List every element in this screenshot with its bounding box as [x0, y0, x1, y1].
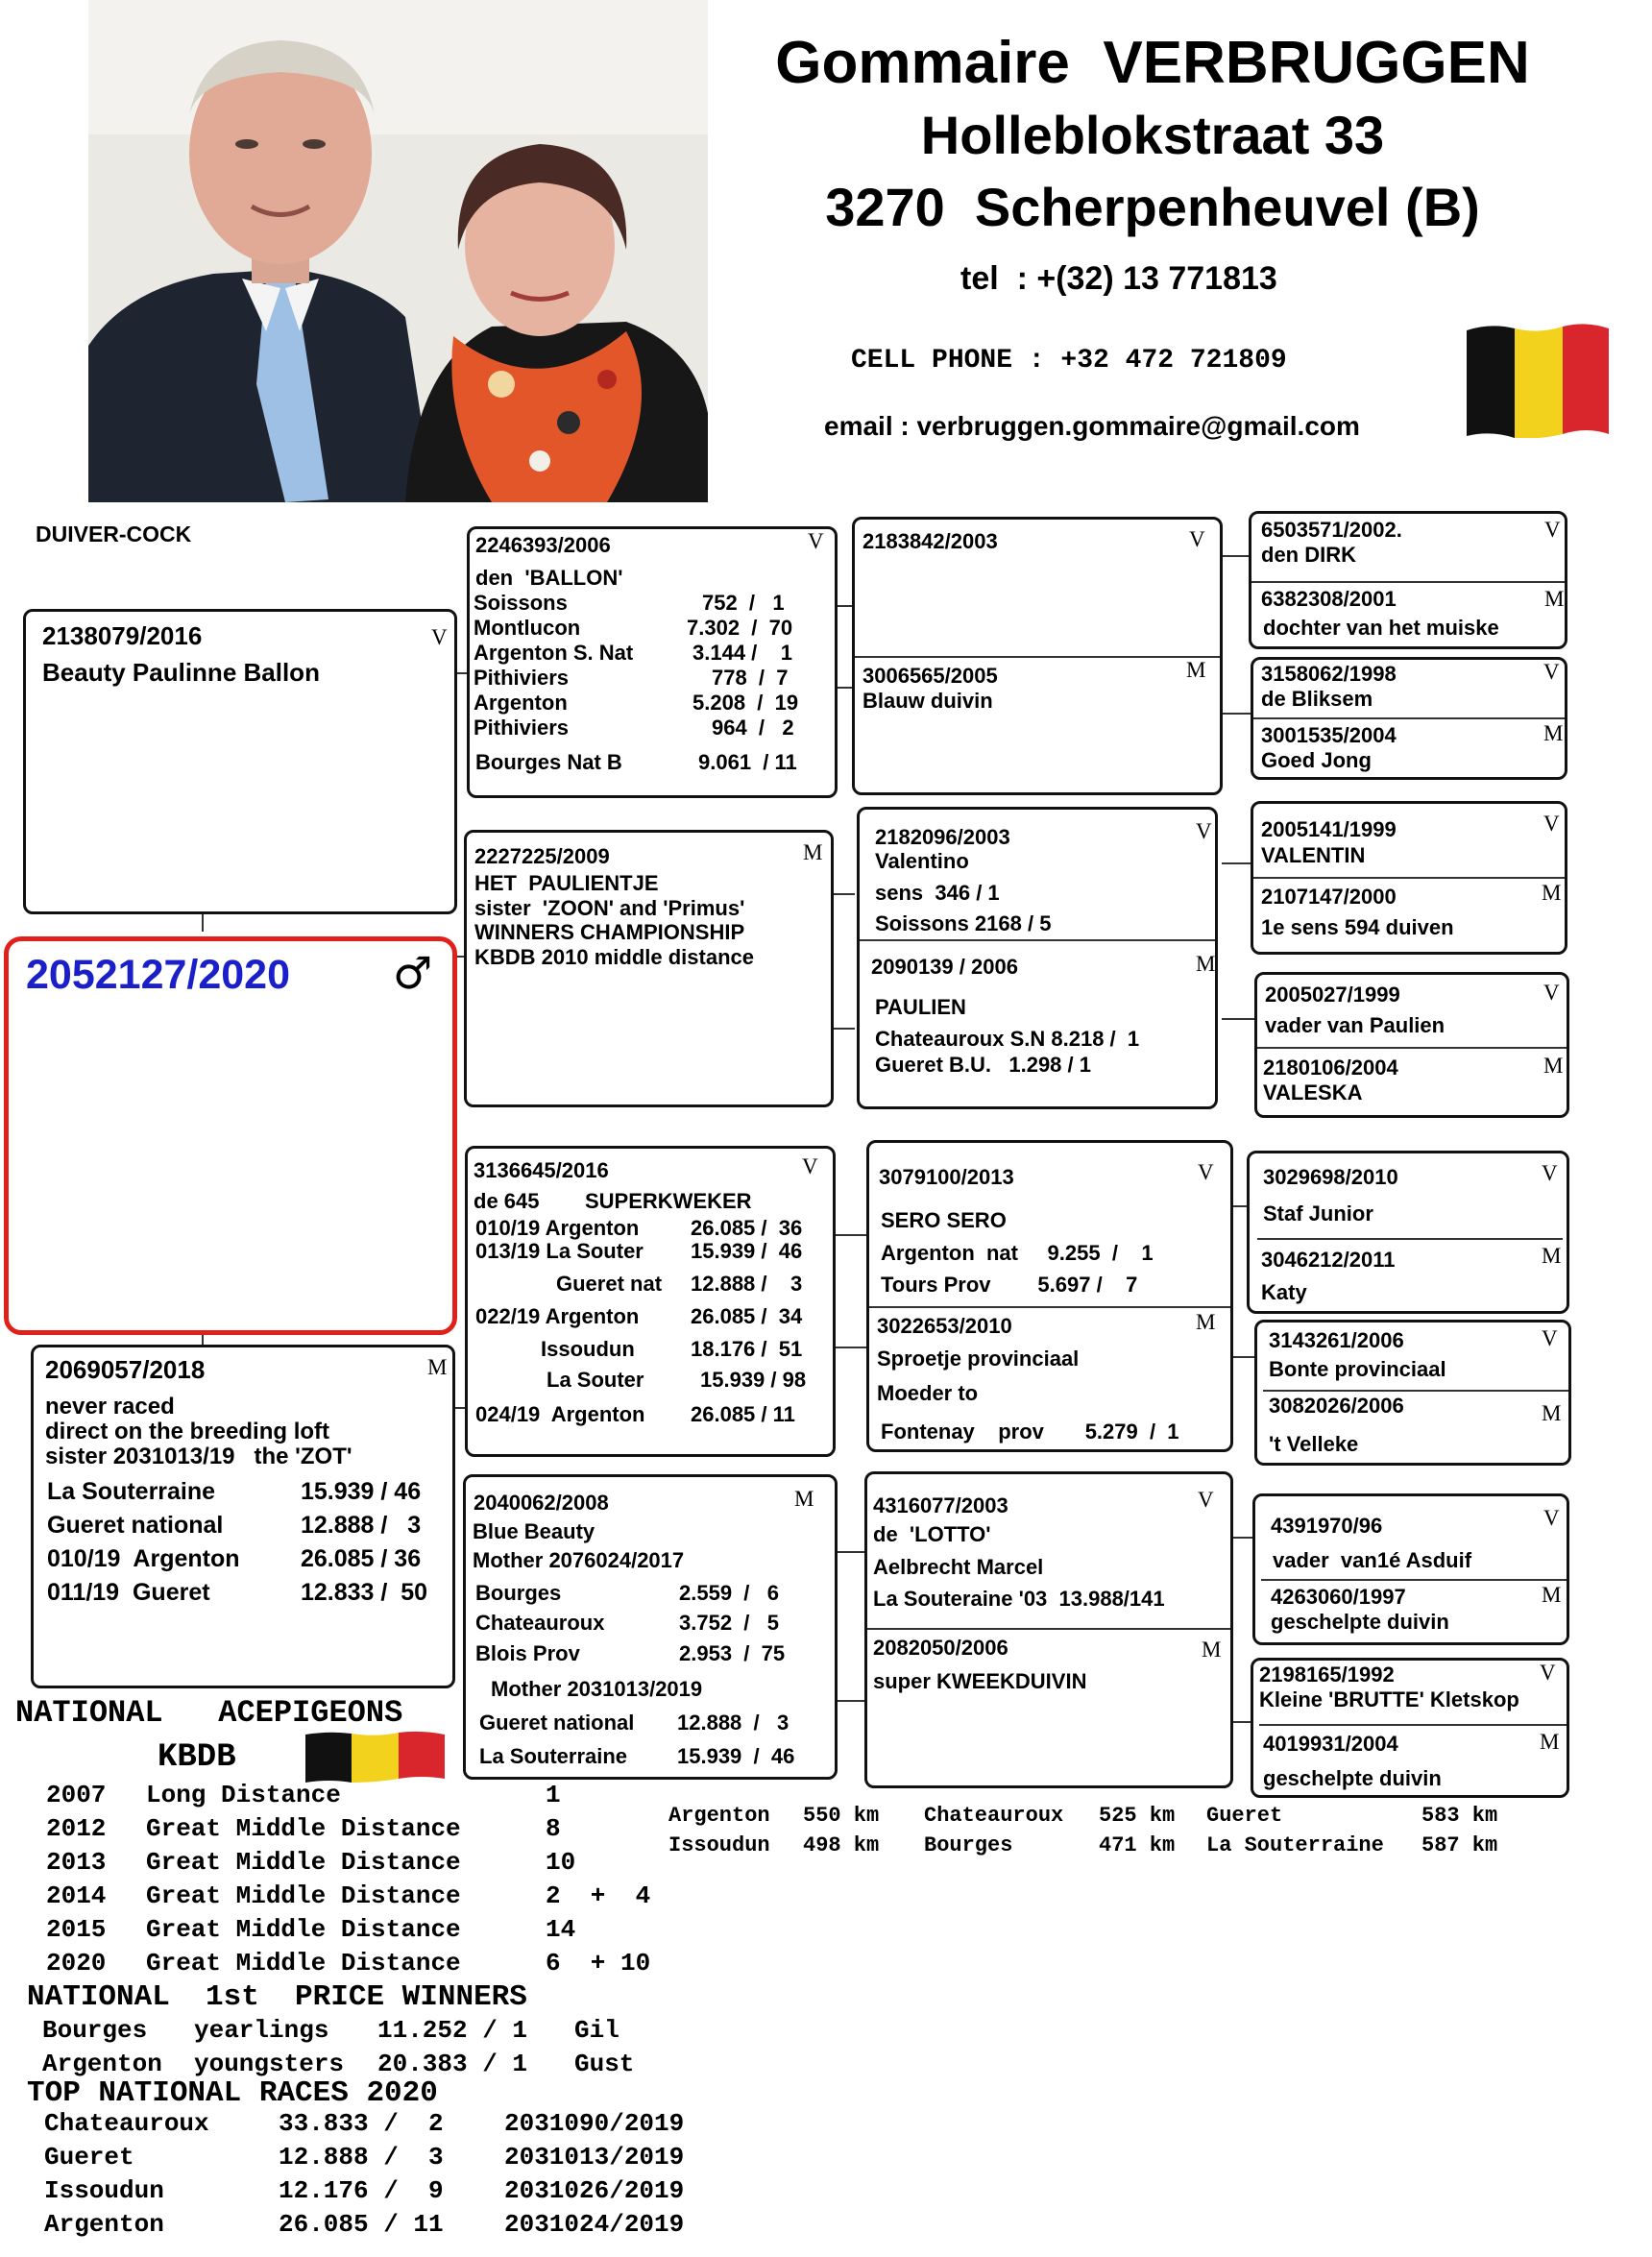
- result-value: 964 / 2: [712, 716, 794, 740]
- acepigeon-rank: 6 + 10: [546, 1949, 651, 1978]
- great-grandparent-card-2[interactable]: [857, 807, 1218, 1109]
- result-race: Chateauroux: [475, 1611, 605, 1635]
- ggp-detail: Sproetje provinciaal: [877, 1347, 1080, 1371]
- result-value: 18.176 / 51: [691, 1337, 803, 1361]
- sex-marker: V: [1198, 1488, 1214, 1512]
- result-value: 15.939 / 46: [691, 1239, 803, 1263]
- acepigeon-category: Long Distance: [146, 1781, 341, 1809]
- gggp-ring-number: 2107147/2000: [1261, 885, 1397, 909]
- pigeon-type-label: DUIVER-COCK: [36, 522, 192, 546]
- ggg-card-3[interactable]: [1251, 801, 1567, 955]
- gggp-ring-number: 2005027/1999: [1265, 983, 1400, 1007]
- connector-line: [1222, 1018, 1255, 1020]
- top-race-value: 12.888 / 3: [279, 2143, 444, 2172]
- result-value: 15.939 / 98: [700, 1368, 807, 1392]
- result-value: 26.085 / 36: [691, 1216, 803, 1240]
- connector-line: [836, 1551, 866, 1553]
- great-grandparent-card-4[interactable]: [864, 1471, 1233, 1788]
- gggp-name: Bonte provinciaal: [1269, 1357, 1446, 1381]
- first-price-name: Gil: [574, 2016, 620, 2045]
- father-ring-number: 2138079/2016: [42, 621, 203, 650]
- top-race-name: Issoudun: [44, 2176, 164, 2205]
- result-value: 12.888 / 3: [677, 1711, 790, 1735]
- card-divider: [1263, 1390, 1568, 1392]
- result-value: 2.953 / 75: [679, 1641, 786, 1665]
- connector-line: [1222, 862, 1252, 864]
- gggp-ring-number: 2198165/1992: [1259, 1662, 1395, 1687]
- gggp-name: 't Velleke: [1269, 1432, 1359, 1456]
- mother-note: direct on the breeding loft: [45, 1419, 330, 1444]
- top-race-ring: 2031024/2019: [504, 2210, 685, 2239]
- result-value: 752 / 1: [702, 591, 785, 615]
- belgian-flag: [1467, 323, 1609, 438]
- result-race: Bourges Nat B: [475, 750, 622, 774]
- mother-result-value: 12.833 / 50: [301, 1579, 428, 1606]
- subject-ring-number: 2052127/2020: [26, 952, 291, 998]
- result-race: 022/19 Argenton: [475, 1304, 640, 1328]
- acepigeon-category: Great Middle Distance: [146, 1848, 461, 1877]
- acepigeon-rank: 8: [546, 1814, 561, 1843]
- first-price-title: NATIONAL 1st PRICE WINNERS: [27, 1980, 527, 2014]
- gggp-name: 1e sens 594 duiven: [1261, 915, 1454, 939]
- grandparent-card-4[interactable]: [463, 1474, 838, 1780]
- first-price-value: 20.383 / 1: [377, 2050, 528, 2078]
- first-price-category: youngsters: [194, 2050, 345, 2078]
- distance-km: 498 km: [803, 1833, 880, 1857]
- result-value: 5.208 / 19: [692, 691, 799, 715]
- result-race: Bourges: [475, 1581, 562, 1605]
- result-race: Montlucon: [474, 616, 581, 640]
- top-race-name: Gueret: [44, 2143, 134, 2172]
- grandparent-name: Blue Beauty: [473, 1519, 595, 1543]
- owner-name: Gommaire VERBRUGGEN: [775, 30, 1530, 96]
- sex-marker: V: [1542, 1326, 1558, 1350]
- distance-city: La Souterraine: [1206, 1833, 1384, 1857]
- acepigeon-year: 2012: [46, 1814, 107, 1843]
- result-race: 013/19 La Souter: [475, 1239, 644, 1263]
- ggp-detail: Fontenay prov 5.279 / 1: [881, 1420, 1179, 1444]
- mother-card[interactable]: [31, 1345, 455, 1688]
- mother-result-race: 011/19 Gueret: [47, 1579, 210, 1606]
- ggp-detail: Blauw duivin: [862, 689, 993, 713]
- result-race: Argenton: [474, 691, 568, 715]
- result-race: Gueret national: [479, 1711, 635, 1735]
- national-acepigeons-title: NATIONAL ACEPIGEONS: [15, 1695, 403, 1731]
- gggp-ring-number: 3046212/2011: [1261, 1248, 1396, 1272]
- top-race-ring: 2031090/2019: [504, 2109, 685, 2138]
- ggg-card-5[interactable]: [1247, 1151, 1569, 1314]
- distance-km: 587 km: [1421, 1833, 1498, 1857]
- card-divider: [1257, 1047, 1567, 1049]
- connector-line: [1231, 1537, 1254, 1539]
- card-divider: [1259, 1724, 1567, 1726]
- grandparent-detail: WINNERS CHAMPIONSHIP: [474, 920, 745, 944]
- acepigeon-rank: 14: [546, 1915, 576, 1944]
- connector-line: [1231, 1356, 1254, 1358]
- mother-note: never raced: [45, 1394, 175, 1420]
- acepigeon-rank: 2 + 4: [546, 1881, 651, 1910]
- result-value: 26.085 / 34: [691, 1304, 803, 1328]
- card-divider: [867, 1628, 1230, 1630]
- gggp-ring-number: 4019931/2004: [1263, 1732, 1398, 1756]
- gggp-name: Katy: [1261, 1280, 1307, 1304]
- result-value: 3.144 / 1: [692, 641, 792, 665]
- grandparent-mother: Mother 2031013/2019: [491, 1677, 703, 1701]
- distance-city: Gueret: [1206, 1804, 1283, 1828]
- acepigeon-year: 2014: [46, 1881, 107, 1910]
- card-divider: [1253, 717, 1565, 719]
- sex-marker: M: [1202, 1638, 1222, 1662]
- ggp-detail: Tours Prov 5.697 / 7: [881, 1273, 1138, 1297]
- gggp-name: geschelpte duivin: [1271, 1610, 1449, 1634]
- top-race-value: 12.176 / 9: [279, 2176, 444, 2205]
- ggp-ring-number: 2090139 / 2006: [871, 955, 1018, 979]
- first-price-race: Argenton: [42, 2050, 162, 2078]
- result-value: 7.302 / 70: [687, 616, 793, 640]
- result-value: 9.061 / 11: [698, 750, 797, 774]
- result-race: La Souter: [547, 1368, 644, 1392]
- grandparent-detail: HET PAULIENTJE: [474, 871, 659, 895]
- belgian-flag: [305, 1731, 445, 1783]
- top-race-name: Chateauroux: [44, 2109, 209, 2138]
- gggp-name: VALESKA: [1263, 1080, 1363, 1104]
- gggp-ring-number: 3143261/2006: [1269, 1328, 1404, 1352]
- mother-ring-number: 2069057/2018: [45, 1355, 206, 1384]
- distance-city: Argenton: [668, 1804, 770, 1828]
- ggg-card-6[interactable]: [1254, 1320, 1571, 1466]
- first-price-value: 11.252 / 1: [377, 2016, 528, 2045]
- grandparent-card-2[interactable]: [464, 830, 834, 1107]
- male-symbol-icon: ♂: [393, 947, 433, 999]
- gggp-ring-number: 6382308/2001: [1261, 587, 1397, 611]
- distance-city: Bourges: [924, 1833, 1013, 1857]
- result-race: Pithiviers: [474, 666, 570, 690]
- father-name: Beauty Paulinne Ballon: [42, 658, 320, 687]
- result-value: 26.085 / 11: [691, 1402, 795, 1426]
- ggp-detail: Aelbrecht Marcel: [873, 1555, 1044, 1579]
- owner-street: Holleblokstraat 33: [920, 105, 1385, 165]
- gggp-ring-number: 4391970/96: [1271, 1514, 1383, 1538]
- result-race: Soissons: [474, 591, 568, 615]
- ggp-ring-number: 3079100/2013: [879, 1165, 1014, 1189]
- connector-line: [834, 1347, 867, 1348]
- mother-result-value: 12.888 / 3: [301, 1512, 422, 1539]
- card-divider: [1261, 1579, 1567, 1581]
- mother-result-value: 26.085 / 36: [301, 1545, 422, 1572]
- ggp-ring-number: 3022653/2010: [877, 1314, 1012, 1338]
- distance-city: Chateauroux: [924, 1804, 1064, 1828]
- result-race: Blois Prov: [475, 1641, 580, 1665]
- sex-marker: M: [1186, 658, 1206, 682]
- result-value: 3.752 / 5: [679, 1611, 779, 1635]
- first-price-category: yearlings: [194, 2016, 329, 2045]
- result-race: 024/19 Argenton: [475, 1402, 645, 1426]
- acepigeon-year: 2020: [46, 1949, 107, 1978]
- ggp-detail: Gueret B.U. 1.298 / 1: [875, 1053, 1091, 1077]
- first-price-race: Bourges: [42, 2016, 148, 2045]
- sex-marker: M: [1542, 881, 1562, 905]
- acepigeon-category: Great Middle Distance: [146, 1915, 461, 1944]
- acepigeon-category: Great Middle Distance: [146, 1949, 461, 1978]
- result-race: Gueret nat: [556, 1272, 663, 1296]
- gggp-ring-number: 2005141/1999: [1261, 817, 1397, 841]
- sex-marker: M: [1542, 1244, 1562, 1268]
- top-race-name: Argenton: [44, 2210, 164, 2239]
- gggp-name: Kleine 'BRUTTE' Kletskop: [1259, 1687, 1519, 1711]
- sex-marker: V: [1544, 518, 1561, 542]
- grandparent-card-3[interactable]: [465, 1146, 836, 1457]
- owner-photo-illustration: [88, 0, 708, 502]
- ggg-card-4[interactable]: [1254, 972, 1569, 1118]
- grandparent-title: SUPERKWEKER: [585, 1189, 752, 1213]
- ggp-detail: Valentino: [875, 849, 969, 873]
- acepigeon-rank: 1: [546, 1781, 561, 1809]
- ggp-ring-number: 2183842/2003: [862, 529, 998, 553]
- owner-city: 3270 Scherpenheuvel (B): [825, 177, 1480, 237]
- sex-marker: M: [1543, 721, 1564, 745]
- gggp-name: den DIRK: [1261, 543, 1356, 567]
- grandparent-ring-number: 2246393/2006: [475, 533, 611, 557]
- ggg-card-7[interactable]: [1252, 1493, 1569, 1645]
- top-races-title: TOP NATIONAL RACES 2020: [27, 2076, 438, 2110]
- card-divider: [1251, 581, 1565, 583]
- distance-km: 583 km: [1421, 1804, 1498, 1828]
- result-race: La Souterraine: [479, 1744, 628, 1768]
- ggp-detail: Moeder to: [877, 1381, 979, 1405]
- owner-telephone: tel : +(32) 13 771813: [960, 260, 1277, 297]
- gggp-name: VALENTIN: [1261, 843, 1366, 867]
- sex-marker: V: [802, 1154, 818, 1178]
- ggp-detail: Argenton nat 9.255 / 1: [881, 1241, 1154, 1265]
- gggp-ring-number: 3029698/2010: [1263, 1165, 1398, 1189]
- great-grandparent-card-1[interactable]: [852, 517, 1223, 795]
- gggp-ring-number: 4263060/1997: [1271, 1585, 1406, 1609]
- grandparent-name: den 'BALLON': [475, 566, 623, 590]
- top-race-value: 33.833 / 2: [279, 2109, 444, 2138]
- grandparent-detail: sister 'ZOON' and 'Primus': [474, 896, 745, 920]
- connector-line: [831, 1028, 855, 1030]
- acepigeon-year: 2013: [46, 1848, 107, 1877]
- acepigeon-year: 2007: [46, 1781, 107, 1809]
- grandparent-name: de 645: [474, 1189, 540, 1213]
- result-value: 778 / 7: [712, 666, 789, 690]
- connector-line: [1218, 713, 1252, 715]
- ggp-detail: PAULIEN: [875, 995, 966, 1019]
- sex-marker: M: [803, 840, 823, 864]
- gggp-ring-number: 3082026/2006: [1269, 1394, 1404, 1418]
- ggp-detail: Chateauroux S.N 8.218 / 1: [875, 1027, 1140, 1051]
- sex-marker: V: [1543, 981, 1560, 1005]
- sex-marker: V: [1543, 812, 1560, 836]
- result-race: Issoudun: [541, 1337, 635, 1361]
- sex-marker: M: [1196, 952, 1216, 976]
- top-race-ring: 2031013/2019: [504, 2143, 685, 2172]
- distance-km: 550 km: [803, 1804, 880, 1828]
- ggg-card-8[interactable]: [1251, 1658, 1569, 1798]
- sex-marker: M: [1543, 1054, 1564, 1078]
- mother-note: sister 2031013/19 the 'ZOT': [45, 1444, 352, 1469]
- top-race-ring: 2031026/2019: [504, 2176, 685, 2205]
- ggp-detail: La Souteraine '03 13.988/141: [873, 1587, 1165, 1611]
- result-value: 12.888 / 3: [691, 1272, 803, 1296]
- ggp-ring-number: 4316077/2003: [873, 1493, 1008, 1517]
- acepigeon-rank: 10: [546, 1848, 576, 1877]
- ggp-detail: de 'LOTTO': [873, 1522, 991, 1546]
- sex-marker: M: [1542, 1583, 1562, 1607]
- gggp-name: de Bliksem: [1261, 687, 1373, 711]
- gggp-name: dochter van het muiske: [1263, 616, 1499, 640]
- ggp-ring-number: 2082050/2006: [873, 1636, 1008, 1660]
- ggp-detail: SERO SERO: [881, 1208, 1007, 1232]
- connector-line: [836, 1700, 866, 1702]
- result-race: Pithiviers: [474, 716, 570, 740]
- top-race-value: 26.085 / 11: [279, 2210, 444, 2239]
- sex-marker: V: [431, 625, 448, 649]
- card-divider: [860, 939, 1215, 941]
- card-divider: [1253, 877, 1565, 879]
- ggp-ring-number: 3006565/2005: [862, 664, 998, 688]
- distance-km: 525 km: [1099, 1804, 1176, 1828]
- gggp-name: Goed Jong: [1261, 748, 1372, 772]
- gggp-ring-number: 2180106/2004: [1263, 1056, 1398, 1080]
- grandparent-ring-number: 2040062/2008: [474, 1491, 609, 1515]
- sex-marker: M: [1540, 1730, 1560, 1754]
- sex-marker: M: [427, 1355, 448, 1379]
- acepigeon-year: 2015: [46, 1915, 107, 1944]
- distance-km: 471 km: [1099, 1833, 1176, 1857]
- gggp-name: geschelpte duivin: [1263, 1766, 1442, 1790]
- result-race: Argenton S. Nat: [474, 641, 634, 665]
- sex-marker: V: [1543, 660, 1560, 684]
- sex-marker: V: [1543, 1506, 1560, 1530]
- sex-marker: M: [1542, 1401, 1562, 1425]
- sex-marker: V: [1198, 1160, 1214, 1184]
- card-divider: [869, 1306, 1230, 1308]
- acepigeon-category: Great Middle Distance: [146, 1814, 461, 1843]
- grandparent-mother: Mother 2076024/2017: [473, 1548, 685, 1572]
- connector-line: [1218, 555, 1252, 557]
- owner-cell-phone: CELL PHONE : +32 472 721809: [851, 346, 1287, 376]
- acepigeon-category: Great Middle Distance: [146, 1881, 461, 1910]
- card-divider: [1257, 1238, 1563, 1240]
- result-value: 15.939 / 46: [677, 1744, 795, 1768]
- gggp-ring-number: 6503571/2002.: [1261, 518, 1402, 542]
- owner-photo: [88, 0, 708, 502]
- mother-result-value: 15.939 / 46: [301, 1478, 422, 1505]
- father-card[interactable]: [23, 609, 457, 914]
- sex-marker: V: [1196, 819, 1212, 843]
- gggp-name: vader van Paulien: [1265, 1013, 1446, 1037]
- gggp-name: Staf Junior: [1263, 1201, 1373, 1226]
- sex-marker: V: [808, 529, 824, 553]
- sex-marker: V: [1540, 1661, 1556, 1685]
- mother-result-race: La Souterraine: [47, 1478, 216, 1505]
- distance-city: Issoudun: [668, 1833, 770, 1857]
- subject-pigeon-card[interactable]: [4, 936, 457, 1335]
- result-race: 010/19 Argenton: [475, 1216, 640, 1240]
- result-value: 2.559 / 6: [679, 1581, 779, 1605]
- ggp-ring-number: 2182096/2003: [875, 825, 1010, 849]
- mother-result-race: Gueret national: [47, 1512, 224, 1539]
- sex-marker: M: [1196, 1310, 1216, 1334]
- great-grandparent-card-3[interactable]: [866, 1140, 1233, 1452]
- owner-email: email : verbruggen.gommaire@gmail.com: [824, 411, 1360, 441]
- ggp-detail: sens 346 / 1: [875, 881, 1000, 905]
- mother-result-race: 010/19 Argenton: [47, 1545, 240, 1572]
- sex-marker: V: [1542, 1161, 1558, 1185]
- connector-line: [834, 1234, 867, 1236]
- sex-marker: V: [1189, 527, 1205, 551]
- sex-marker: M: [1544, 587, 1565, 611]
- grandparent-card-1[interactable]: [467, 526, 838, 798]
- card-divider: [855, 656, 1220, 658]
- gggp-ring-number: 3001535/2004: [1261, 723, 1397, 747]
- ggp-detail: Soissons 2168 / 5: [875, 911, 1052, 935]
- ggg-card-1[interactable]: [1249, 511, 1567, 649]
- first-price-name: Gust: [574, 2050, 635, 2078]
- ggg-card-2[interactable]: [1251, 657, 1567, 780]
- connector-line: [831, 893, 855, 895]
- grandparent-detail: KBDB 2010 middle distance: [474, 945, 754, 969]
- ggp-detail: super KWEEKDUIVIN: [873, 1669, 1087, 1693]
- gggp-ring-number: 3158062/1998: [1261, 662, 1397, 686]
- grandparent-ring-number: 2227225/2009: [474, 844, 610, 868]
- gggp-name: vader van1é Asduif: [1273, 1548, 1472, 1572]
- sex-marker: M: [794, 1487, 814, 1511]
- grandparent-ring-number: 3136645/2016: [474, 1158, 609, 1182]
- kbdb-label: KBDB: [158, 1739, 236, 1776]
